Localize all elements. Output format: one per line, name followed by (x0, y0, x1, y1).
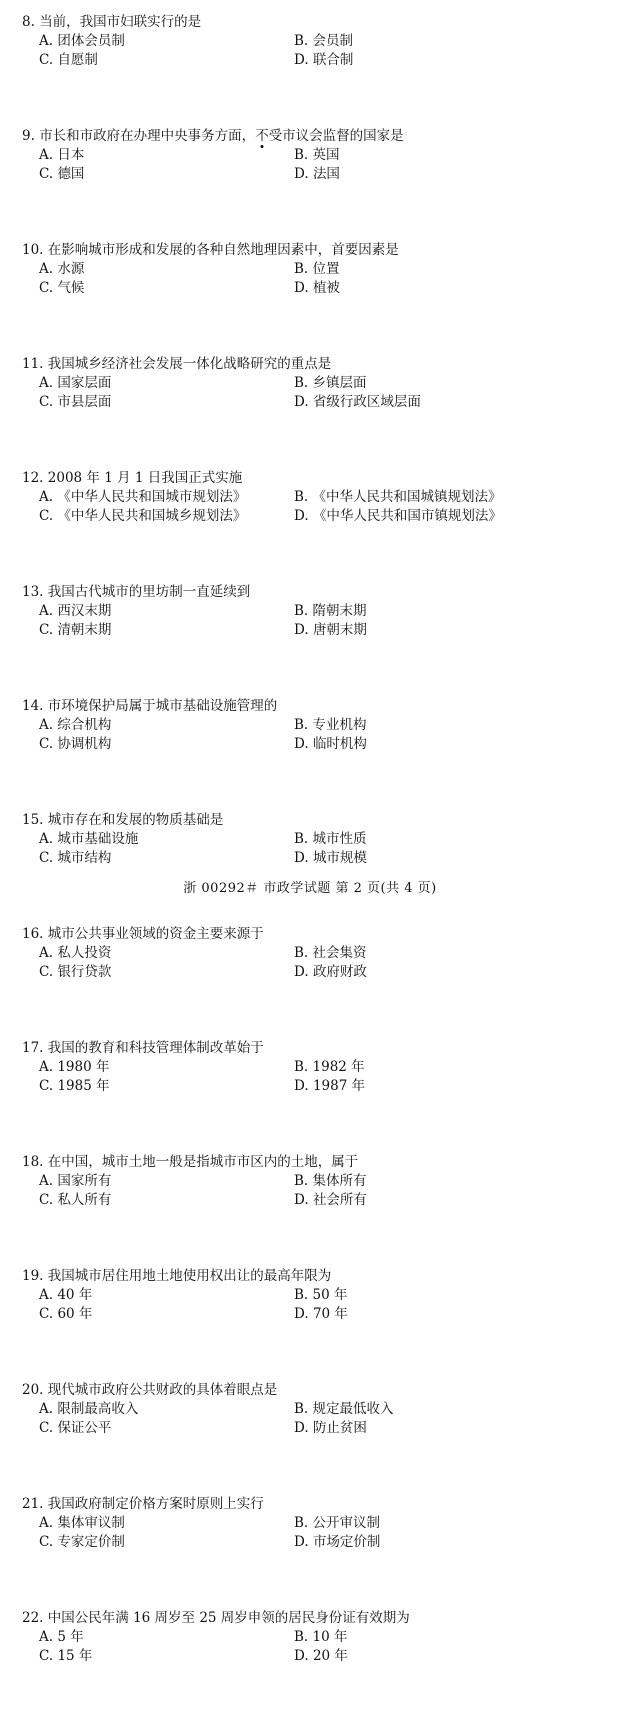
option-key: B. (294, 489, 309, 505)
question-text: 现代城市政府公共财政的具体着眼点是 (47, 1382, 278, 1398)
option-key: D. (294, 52, 309, 68)
option-text: 《中华人民共和国城市规划法》 (57, 489, 247, 505)
answer-option (294, 735, 367, 754)
option-row (22, 716, 612, 735)
question-text: 城市公共事业领域的资金主要来源于 (47, 926, 264, 942)
answer-option (294, 1419, 367, 1438)
answer-option (294, 1172, 367, 1191)
option-row (22, 602, 612, 621)
option-text: 公开审议制 (312, 1515, 381, 1531)
option-key: B. (294, 1515, 309, 1531)
option-text: 15 年 (57, 1648, 93, 1664)
option-key: B. (294, 1629, 309, 1645)
option-key: A. (39, 1287, 54, 1303)
answer-option (294, 32, 353, 51)
option-row (22, 51, 612, 70)
answer-option (39, 1419, 111, 1438)
option-key: B. (294, 1401, 309, 1417)
answer-option (294, 963, 367, 982)
question-text: 在中国，城市土地一般是指城市市区内的土地，属于 (47, 1154, 359, 1170)
answer-option (39, 602, 111, 621)
option-key: B. (294, 375, 309, 391)
question-item (22, 1267, 612, 1381)
answer-option (294, 830, 367, 849)
option-key: A. (39, 1059, 54, 1075)
answer-option (39, 621, 111, 640)
option-key: C. (39, 1078, 54, 1094)
answer-option (294, 621, 367, 640)
question-number: 19. (22, 1268, 44, 1284)
option-row (22, 735, 612, 754)
question-stem (22, 469, 612, 488)
question-text: 我国政府制定价格方案时原则上实行 (47, 1496, 264, 1512)
option-text: 限制最高收入 (57, 1401, 139, 1417)
question-stem (22, 925, 612, 944)
answer-option (39, 260, 84, 279)
option-text: 政府财政 (312, 964, 367, 980)
option-key: C. (39, 1420, 54, 1436)
question-item (22, 811, 612, 925)
question-item (22, 469, 612, 583)
question-text: 我国城市居住用地土地使用权出让的最高年限为 (47, 1268, 332, 1284)
option-key: D. (294, 394, 309, 410)
option-key: D. (294, 166, 309, 182)
question-text: 受市议会监督的国家是 (268, 128, 404, 144)
question-stem (22, 355, 612, 374)
option-row (22, 963, 612, 982)
option-text: 团体会员制 (57, 33, 125, 49)
answer-option (294, 602, 367, 621)
option-row (22, 1533, 612, 1552)
answer-option (294, 507, 502, 526)
option-row (22, 32, 612, 51)
question-stem (22, 583, 612, 602)
option-key: A. (39, 1173, 54, 1189)
answer-option (39, 1533, 125, 1552)
option-text: 植被 (312, 280, 340, 296)
question-stem (22, 1495, 612, 1514)
question-number: 12. (22, 470, 44, 486)
option-key: B. (294, 1173, 309, 1189)
answer-option (39, 1286, 92, 1305)
question-number: 16. (22, 926, 44, 942)
option-text: 城市基础设施 (57, 831, 139, 847)
question-item (22, 241, 612, 355)
option-text: 1985 年 (57, 1078, 110, 1094)
option-key: B. (294, 1059, 309, 1075)
option-text: 城市结构 (57, 850, 112, 866)
option-text: 社会集资 (312, 945, 367, 961)
option-key: C. (39, 394, 54, 410)
answer-option (39, 374, 111, 393)
question-text: 我国古代城市的里坊制一直延续到 (47, 584, 251, 600)
option-key: A. (39, 831, 54, 847)
option-key: B. (294, 717, 309, 733)
answer-option (39, 393, 111, 412)
option-key: A. (39, 1515, 54, 1531)
option-key: B. (294, 831, 309, 847)
option-text: 5 年 (57, 1629, 84, 1645)
option-text: 省级行政区域层面 (312, 394, 421, 410)
answer-option (39, 963, 111, 982)
option-text: 自愿制 (57, 52, 98, 68)
question-text: 在影响城市形成和发展的各种自然地理因素中，首要因素是 (47, 242, 399, 258)
question-number: 10. (22, 242, 44, 258)
option-text: 综合机构 (57, 717, 112, 733)
question-text: 市长和市政府在办理中央事务方面， (39, 128, 256, 144)
option-text: 联合制 (312, 52, 354, 68)
answer-option (294, 716, 367, 735)
question-stem (22, 1381, 612, 1400)
option-row (22, 1647, 612, 1666)
option-key: C. (39, 1306, 54, 1322)
option-key: D. (294, 1306, 309, 1322)
option-text: 国家层面 (57, 375, 112, 391)
option-key: B. (294, 147, 309, 163)
answer-option (39, 165, 84, 184)
option-key: A. (39, 33, 54, 49)
question-stem (22, 13, 612, 32)
option-row (22, 165, 612, 184)
answer-option (294, 1077, 365, 1096)
option-text: 气候 (57, 280, 85, 296)
answer-option (39, 507, 246, 526)
option-text: 1987 年 (312, 1078, 366, 1094)
option-key: A. (39, 489, 54, 505)
question-list (22, 13, 612, 1723)
option-key: C. (39, 52, 54, 68)
option-row (22, 944, 612, 963)
option-text: 德国 (57, 166, 85, 182)
option-text: 规定最低收入 (312, 1401, 394, 1417)
option-text: 日本 (57, 147, 85, 163)
option-text: 银行贷款 (57, 964, 112, 980)
option-row (22, 488, 612, 507)
answer-option (39, 944, 111, 963)
answer-option (294, 1400, 394, 1419)
answer-option (294, 1533, 380, 1552)
question-item (22, 1381, 612, 1495)
option-row (22, 1058, 612, 1077)
answer-option (39, 1647, 92, 1666)
option-text: 国家所有 (57, 1173, 112, 1189)
answer-option (294, 393, 421, 412)
answer-option (294, 1514, 380, 1533)
option-key: C. (39, 850, 54, 866)
option-text: 位置 (312, 261, 340, 277)
answer-option (39, 1628, 84, 1647)
question-text: 当前，我国市妇联实行的是 (39, 14, 202, 30)
option-row (22, 1514, 612, 1533)
option-text: 40 年 (57, 1287, 93, 1303)
option-text: 集体审议制 (57, 1515, 125, 1531)
option-text: 私人所有 (57, 1192, 112, 1208)
answer-option (294, 1058, 365, 1077)
option-text: 市场定价制 (312, 1534, 381, 1550)
option-text: 临时机构 (312, 736, 367, 752)
option-key: D. (294, 622, 309, 638)
question-stem (22, 811, 612, 830)
option-row (22, 1400, 612, 1419)
question-item (22, 1153, 612, 1267)
option-text: 西汉末期 (57, 603, 112, 619)
question-item (22, 925, 612, 1039)
option-key: D. (294, 1192, 309, 1208)
option-key: B. (294, 945, 309, 961)
option-key: D. (294, 736, 309, 752)
question-number: 13. (22, 584, 44, 600)
answer-option (294, 260, 340, 279)
option-text: 专业机构 (312, 717, 367, 733)
option-row (22, 849, 612, 868)
question-item (22, 583, 612, 697)
option-row (22, 830, 612, 849)
option-text: 乡镇层面 (312, 375, 367, 391)
option-key: A. (39, 1401, 54, 1417)
question-stem (22, 241, 612, 260)
answer-option (294, 279, 340, 298)
question-stem (22, 1267, 612, 1286)
option-key: D. (294, 850, 309, 866)
emphasis-mark: 不 (255, 128, 269, 144)
question-number: 9. (22, 128, 35, 144)
option-key: C. (39, 166, 54, 182)
question-number: 15. (22, 812, 44, 828)
option-row (22, 621, 612, 640)
question-text: 我国的教育和科技管理体制改革始于 (47, 1040, 264, 1056)
option-row (22, 374, 612, 393)
option-text: 70 年 (312, 1306, 348, 1322)
answer-option (294, 1286, 348, 1305)
option-key: A. (39, 717, 54, 733)
answer-option (39, 1172, 111, 1191)
question-stem (22, 1039, 612, 1058)
option-text: 社会所有 (312, 1192, 367, 1208)
question-text: 中国公民年满 16 周岁至 25 周岁申领的居民身份证有效期为 (47, 1610, 410, 1626)
question-number: 17. (22, 1040, 44, 1056)
option-key: D. (294, 508, 309, 524)
answer-option (294, 51, 353, 70)
option-text: 50 年 (312, 1287, 348, 1303)
question-item (22, 1495, 612, 1609)
option-text: 防止贫困 (312, 1420, 367, 1436)
option-key: C. (39, 508, 54, 524)
option-text: 《中华人民共和国城镇规划法》 (312, 489, 502, 505)
option-key: A. (39, 945, 54, 961)
option-text: 1980 年 (57, 1059, 110, 1075)
answer-option (294, 849, 367, 868)
answer-option (294, 1647, 348, 1666)
option-row (22, 1305, 612, 1324)
option-row (22, 146, 612, 165)
page-footer: 浙 00292＃ 市政学试题 第 2 页(共 4 页) (183, 881, 437, 896)
answer-option (39, 716, 111, 735)
option-row (22, 1172, 612, 1191)
option-key: B. (294, 33, 309, 49)
option-key: A. (39, 603, 54, 619)
option-key: D. (294, 1648, 309, 1664)
question-item (22, 13, 612, 127)
option-key: D. (294, 1078, 309, 1094)
option-key: C. (39, 1534, 54, 1550)
question-number: 22. (22, 1610, 44, 1626)
option-key: A. (39, 261, 54, 277)
answer-option (39, 146, 84, 165)
option-text: 专家定价制 (57, 1534, 125, 1550)
question-text: 市环境保护局属于城市基础设施管理的 (47, 698, 278, 714)
answer-option (39, 735, 111, 754)
option-row (22, 1191, 612, 1210)
option-text: 唐朝末期 (312, 622, 367, 638)
option-key: D. (294, 1534, 309, 1550)
option-text: 协调机构 (57, 736, 112, 752)
option-key: D. (294, 280, 309, 296)
option-key: C. (39, 1192, 54, 1208)
question-number: 21. (22, 1496, 44, 1512)
option-text: 城市规模 (312, 850, 367, 866)
option-key: C. (39, 622, 54, 638)
option-text: 《中华人民共和国市镇规划法》 (312, 508, 502, 524)
answer-option (39, 1058, 110, 1077)
option-text: 法国 (312, 166, 340, 182)
option-text: 保证公平 (57, 1420, 112, 1436)
option-text: 60 年 (57, 1306, 93, 1322)
answer-option (39, 279, 84, 298)
option-text: 10 年 (312, 1629, 348, 1645)
option-text: 城市性质 (312, 831, 367, 847)
option-key: A. (39, 1629, 54, 1645)
question-stem (22, 697, 612, 716)
question-number: 14. (22, 698, 44, 714)
option-text: 清朝末期 (57, 622, 112, 638)
option-text: 水源 (57, 261, 85, 277)
answer-option (294, 165, 340, 184)
answer-option (39, 488, 246, 507)
option-key: B. (294, 603, 309, 619)
answer-option (39, 830, 138, 849)
question-item (22, 1039, 612, 1153)
answer-option (39, 51, 98, 70)
question-text: 我国城乡经济社会发展一体化战略研究的重点是 (47, 356, 332, 372)
question-number: 18. (22, 1154, 44, 1170)
option-text: 1982 年 (312, 1059, 365, 1075)
question-item (22, 697, 612, 811)
question-number: 8. (22, 14, 35, 30)
answer-option (294, 1191, 367, 1210)
option-text: 市县层面 (57, 394, 112, 410)
question-item (22, 1609, 612, 1723)
answer-option (294, 1305, 348, 1324)
answer-option (294, 374, 367, 393)
question-stem (22, 1153, 612, 1172)
option-row (22, 1286, 612, 1305)
option-text: 20 年 (312, 1648, 348, 1664)
option-key: C. (39, 964, 54, 980)
option-row (22, 279, 612, 298)
option-text: 英国 (312, 147, 340, 163)
answer-option (39, 1400, 138, 1419)
option-row (22, 1077, 612, 1096)
question-text: 城市存在和发展的物质基础是 (47, 812, 224, 828)
answer-option (39, 1514, 125, 1533)
question-text: 2008 年 1 月 1 日我国正式实施 (47, 470, 243, 486)
option-row (22, 1419, 612, 1438)
option-key: A. (39, 375, 54, 391)
option-key: B. (294, 261, 309, 277)
answer-option (294, 488, 502, 507)
option-text: 会员制 (312, 33, 354, 49)
question-number: 20. (22, 1382, 44, 1398)
answer-option (39, 1191, 111, 1210)
option-row (22, 1628, 612, 1647)
answer-option (39, 1305, 92, 1324)
answer-option (294, 146, 340, 165)
option-row (22, 507, 612, 526)
answer-option (39, 849, 111, 868)
option-key: D. (294, 964, 309, 980)
answer-option (39, 32, 125, 51)
option-key: D. (294, 1420, 309, 1436)
question-item (22, 127, 612, 241)
question-stem (22, 127, 612, 146)
option-row (22, 393, 612, 412)
option-key: A. (39, 147, 54, 163)
option-row (22, 260, 612, 279)
question-number: 11. (22, 356, 44, 372)
option-text: 集体所有 (312, 1173, 367, 1189)
option-key: C. (39, 280, 54, 296)
option-key: C. (39, 1648, 54, 1664)
option-key: C. (39, 736, 54, 752)
option-key: B. (294, 1287, 309, 1303)
answer-option (39, 1077, 110, 1096)
option-text: 隋朝末期 (312, 603, 367, 619)
question-item (22, 355, 612, 469)
answer-option (294, 944, 367, 963)
answer-option (294, 1628, 348, 1647)
question-stem (22, 1609, 612, 1628)
option-text: 私人投资 (57, 945, 112, 961)
option-text: 《中华人民共和国城乡规划法》 (57, 508, 247, 524)
